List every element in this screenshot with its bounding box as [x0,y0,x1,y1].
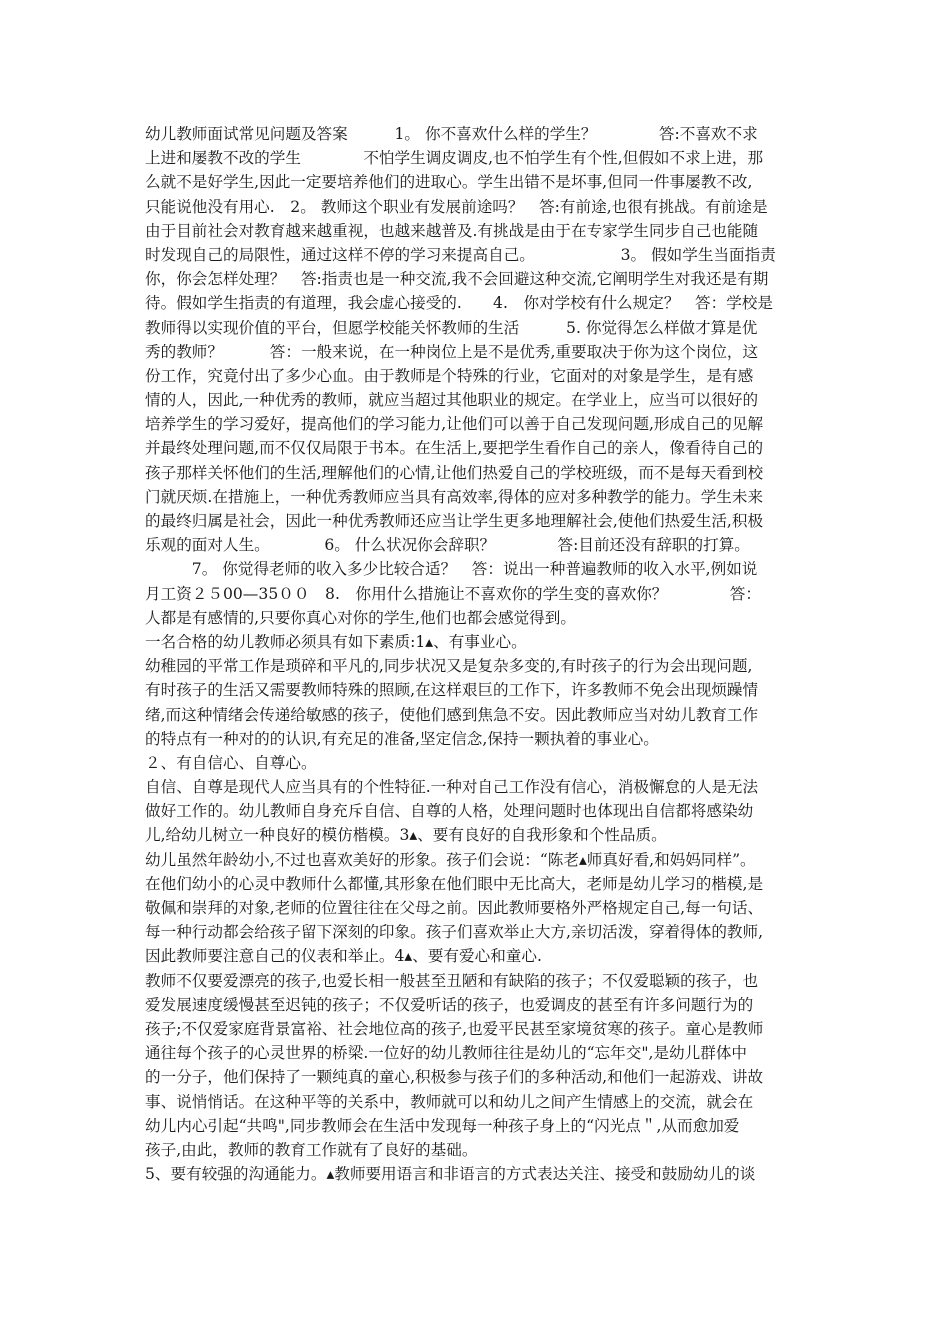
text-line: 份工作，究竟付出了多少心血。由于教师是个特殊的行业，它面对的对象是学生，是有感 [145,366,754,385]
text-line: 自信、自尊是现代人应当具有的个性特征.一种对自己工作没有信心，消极懈怠的人是无法 [145,778,759,797]
text-line: 的一分子，他们保持了一颗纯真的童心,积极参与孩子们的多种活动,和他们一起游戏、讲故 [145,1068,764,1087]
text-line: 做好工作的。幼儿教师自身充斥自信、自尊的人格，处理问题时也体现出自信都将感染幼 [145,802,754,821]
text-line: 的特点有一种对的的认识,有充足的准备,坚定信念,保持一颗执着的事业心。 [145,729,659,748]
text-line: 情的人，因此,一种优秀的教师，就应当超过其他职业的规定。在学业上，应当可以很好的 [145,391,759,410]
text-line: 门就厌烦.在措施上，一种优秀教师应当具有高效率,得体的应对多种教学的能力。学生未来 [145,487,764,506]
text-line: 只能说他没有用心. 2。 教师这个职业有发展前途吗？ 答:有前途,也很有挑战。有前途是 [145,197,768,216]
text-line [145,1186,809,1210]
text-line: 有时孩子的生活又需要教师特殊的照顾,在这样艰巨的工作下，许多教师不免会出现烦躁情 [145,681,759,700]
text-line: 在他们幼小的心灵中教师什么都懂,其形象在他们眼中无比高大，老师是幼儿学习的楷模,是 [145,874,764,893]
text-line: 一名合格的幼儿教师必须具有如下素质:1▴、有事业心。 [145,632,527,651]
text-line: ２、有自信心、自尊心。 [145,753,317,772]
text-line: 你，你会怎样处理？ 答:指责也是一种交流,我不会回避这种交流,它阐明学生对我还是有期 [145,270,769,289]
text-line: 孩子那样关怀他们的生活,理解他们的心情,让他们热爱自己的学校班级，而不是每天看到校 [145,463,764,482]
text-line: 5、要有较强的沟通能力。▴教师要用语言和非语言的方式表达关注、接受和鼓励幼儿的谈 [145,1165,756,1184]
text-line: 孩子,由此，教师的教育工作就有了良好的基础。 [145,1140,478,1159]
text-line: 待。假如学生指责的有道理，我会虚心接受的. 4. 你对学校有什么规定？ 答：学校是 [145,294,773,313]
text-line: 儿,给幼儿树立一种良好的模仿楷模。3▴、要有良好的自我形象和个性品质。 [145,826,667,845]
text-line: 绪,而这种情绪会传递给敏感的孩子，使他们感到焦急不安。因此教师应当对幼儿教育工作 [145,705,759,724]
text-line: 培养学生的学习爱好，提高他们的学习能力,让他们可以善于自己发现问题,形成自己的见解 [145,415,764,434]
text-line: 幼儿虽然年龄幼小,不过也喜欢美好的形象。孩子们会说：“陈老▴师真好看,和妈妈同样”。 [145,850,756,869]
text-line: 敬佩和崇拜的对象,老师的位置往往在父母之前。因此教师要格外严格规定自己,每一句话、 [145,899,764,917]
text-line: 并最终处理问题,而不仅仅局限于书本。在生活上,要把学生看作自己的亲人，像看待自己的 [145,439,764,458]
text-line: 上进和屡教不改的学生 不怕学生调皮调皮,也不怕学生有个性,但假如不求上进，那 [145,149,764,168]
text-line: 月工资２５00—35００ 8. 你用什么措施让不喜欢你的学生变的喜欢你？ 答： [145,584,761,603]
text-line: 由于目前社会对教育越来越重视，也越来越普及.有挑战是由于在专家学生同步自己也能随 [145,221,759,240]
text-line: 乐观的面对人生。 6。 什么状况你会辞职？ 答:目前还没有辞职的打算。 [145,536,750,555]
text-line: 幼儿教师面试常见问题及答案 1。 你不喜欢什么样的学生？ 答:不喜欢不求 [145,125,758,143]
text-line: 幼稚园的平常工作是琐碎和平凡的,同步状况又是复杂多变的,有时孩子的行为会出现问题, [145,657,753,676]
text-line: 的最终归属是社会，因此一种优秀教师还应当让学生更多地理解社会,使他们热爱生活,积极 [145,512,764,530]
text-line: 每一种行动都会给孩子留下深刻的印象。孩子们喜欢举止大方,亲切活泼，穿着得体的教师, [145,923,764,942]
text-line: 时发现自己的局限性，通过这样不停的学习来提高自己。 3。 假如学生当面指责 [145,245,776,264]
text-line: 事、说悄悄话。在这种平等的关系中，教师就可以和幼儿之间产生情感上的交流，就会在 [145,1092,754,1111]
text-line: 么就不是好学生,因此一定要培养他们的进取心。学生出错不是坏事,但同一件事屡教不改, [145,173,753,192]
text-line: 通往每个孩子的心灵世界的桥梁.一位好的幼儿教师往往是幼儿的“忘年交",是幼儿群体中 [145,1044,748,1063]
text-line: 秀的教师？ 答：一般来说，在一种岗位上是不是优秀,重要取决于你为这个岗位，这 [145,342,759,361]
text-line: 爱发展速度缓慢甚至迟钝的孩子；不仅爱听话的孩子，也爱调皮的甚至有许多问题行为的 [145,995,754,1014]
text-line: 人都是有感情的,只要你真心对你的学生,他们也都会感觉得到。 [145,608,576,627]
document-body [145,122,809,1210]
text-line: 7。 你觉得老师的收入多少比较合适？ 答：说出一种普遍教师的收入水平,例如说 [145,560,758,579]
text-line: 幼儿内心引起“共鸣",同步教师会在生活中发现每一种孩子身上的“闪光点＂,从而愈加爱 [145,1116,740,1135]
text-line: 教师得以实现价值的平台，但愿学校能关怀教师的生活 5. 你觉得怎么样做才算是优 [145,318,758,337]
text-line: 孩子;不仅爱家庭背景富裕、社会地位高的孩子,也爱平民甚至家境贫寒的孩子。童心是教师 [145,1019,764,1038]
text-line: 教师不仅要爱漂亮的孩子,也爱长相一般甚至丑陋和有缺陷的孩子；不仅爱聪颖的孩子，也 [145,971,759,990]
text-line: 因此教师要注意自己的仪表和举止。4▴、要有爱心和童心. [145,947,542,966]
